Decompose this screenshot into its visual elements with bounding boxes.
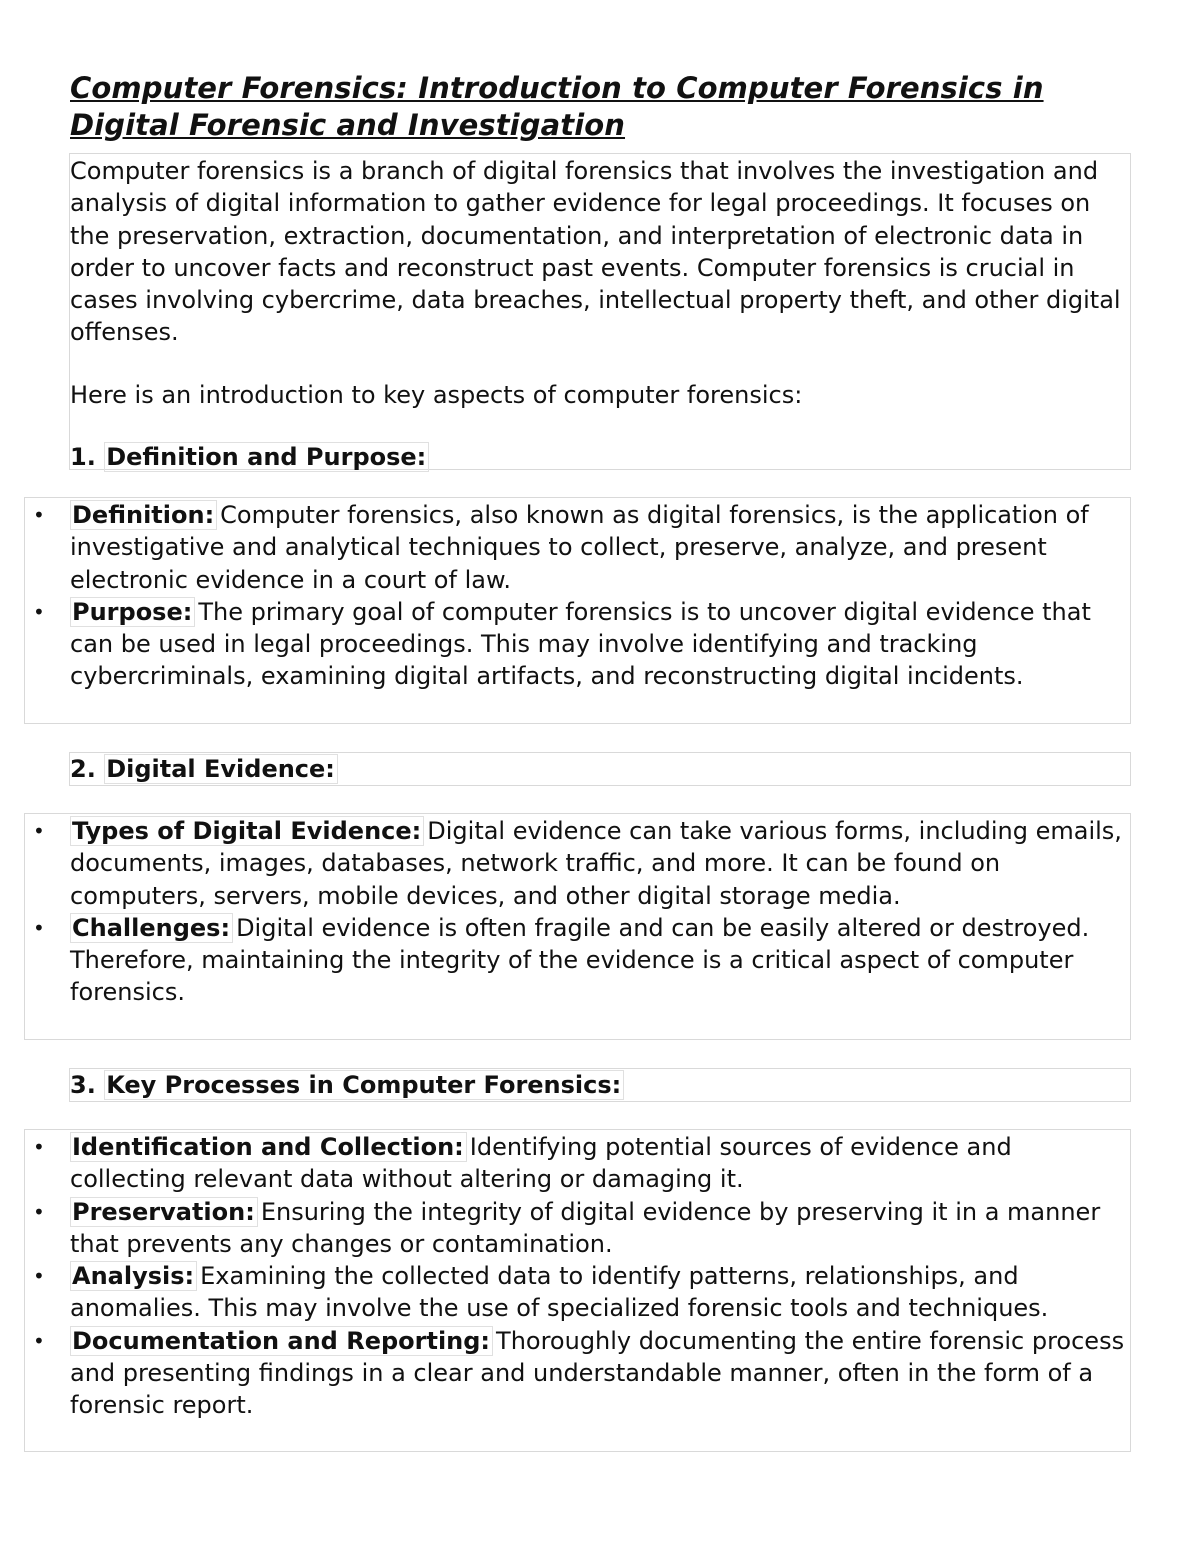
item-text: Computer forensics, also known as digital forensics, is the application of investigative and analytical techniques to collect, preserve, analyze, and present electronic evidence in a court of law. [70, 501, 1089, 594]
section-1-list [24, 497, 1131, 724]
bullet-icon: • [33, 1264, 45, 1289]
bullet-icon: • [33, 915, 45, 940]
bullet-icon: • [33, 1199, 45, 1224]
bullet-icon: • [33, 1328, 45, 1353]
section-1-heading [70, 441, 1130, 473]
item-label: Definition: [70, 500, 217, 530]
item-text: Digital evidence is often fragile and can be easily altered or destroyed. Therefore, maintaining the integrity of the evidence is a critical aspect of computer forensics. [70, 913, 1090, 1007]
intro-paragraph: Computer forensics is a branch of digital forensics that involves the investigation and analysis of digital information to gather evidence for legal proceedings. It focuses on the preservation, extraction, documentation, and interpretation of electronic data in order to uncover facts and reconstruct past events. Computer forensics is crucial in cases involving cybercrime, data breaches, intellectual property theft, and other digital offenses. [70, 157, 1121, 347]
list-item [25, 499, 1130, 596]
item-label: Documentation and Reporting: [70, 1326, 493, 1356]
item-text: Thoroughly documenting the entire forensic process and presenting findings in a clear and understandable manner, often in the form of a forensic report. [70, 1326, 1125, 1420]
list-item [25, 596, 1130, 693]
section-1-title: Definition and Purpose: [104, 442, 429, 472]
bullet-icon: • [33, 503, 45, 527]
list-item [25, 815, 1130, 912]
section-3-list [24, 1129, 1131, 1452]
list-item [25, 1196, 1130, 1261]
section-1-number: 1. [70, 443, 96, 472]
bullet-icon: • [33, 1135, 45, 1159]
item-label: Challenges: [70, 913, 233, 943]
document-title: Computer Forensics: Introduction to Computer Forensics in Digital Forensic and Investigation [70, 71, 1044, 142]
item-label: Identification and Collection: [70, 1132, 467, 1162]
section-2-number: 2. [70, 755, 96, 783]
item-text: Ensuring the integrity of digital evidence by preserving it in a manner that prevents any changes or contamination. [70, 1197, 1101, 1258]
item-label: Analysis: [70, 1261, 197, 1291]
section-3-title: Key Processes in Computer Forensics: [104, 1070, 624, 1100]
section-3-heading [69, 1068, 1131, 1102]
item-label: Types of Digital Evidence: [70, 816, 424, 846]
section-3-number: 3. [70, 1071, 96, 1099]
list-item [25, 912, 1130, 1009]
intro-lead: Here is an introduction to key aspects of computer forensics: [70, 380, 803, 409]
bullet-icon: • [33, 599, 45, 624]
section-2-title: Digital Evidence: [104, 754, 338, 784]
item-text: The primary goal of computer forensics is to uncover digital evidence that can be used in legal proceedings. This may involve identifying and tracking cybercriminals, examining digital artifacts, and reconstructing digital incidents. [70, 597, 1091, 691]
bullet-icon: • [33, 819, 45, 843]
item-label: Purpose: [70, 597, 195, 627]
intro-block [69, 153, 1131, 470]
section-2-heading [69, 752, 1131, 786]
section-2-list [24, 813, 1131, 1040]
list-item [25, 1260, 1130, 1325]
item-text: Digital evidence can take various forms, including emails, documents, images, databases, network traffic, and more. It can be found on computers, servers, mobile devices, and other digital storage media. [70, 817, 1122, 910]
list-item [25, 1325, 1130, 1422]
list-item [25, 1131, 1130, 1196]
item-text: Examining the collected data to identify patterns, relationships, and anomalies. This may involve the use of specialized forensic tools and techniques. [70, 1262, 1049, 1323]
item-label: Preservation: [70, 1197, 258, 1227]
item-text: Identifying potential sources of evidence and collecting relevant data without altering or damaging it. [70, 1133, 1012, 1194]
